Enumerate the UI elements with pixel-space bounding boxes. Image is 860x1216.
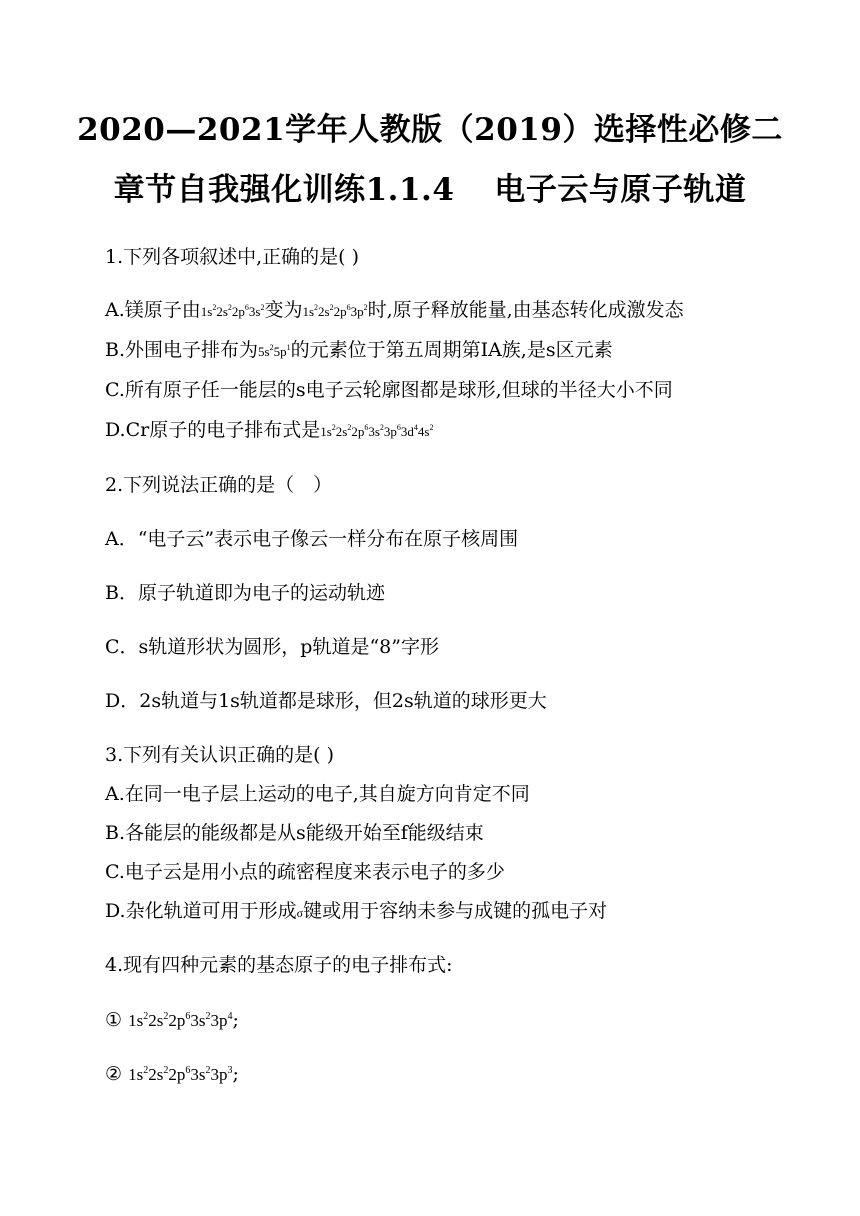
question-1-option-c: C.所有原子任一能层的s电子云轮廓图都是球形,但球的半径大小不同 bbox=[105, 379, 673, 401]
question-3-option-d: D.杂化轨道可用于形成σ键或用于容纳未参与成键的孤电子对 bbox=[105, 900, 608, 922]
section-topic: 电子云与原子轨道 bbox=[494, 172, 747, 208]
electron-config: $1s^22s^22p^63s^23p^63d^44s^2$ bbox=[320, 423, 434, 439]
electron-config: $5s^25p^1$ bbox=[258, 343, 291, 359]
document-title-line-2 bbox=[0, 164, 860, 209]
question-1-option-d: D.Cr原子的电子排布式是$1s^22s^22p^63s^23p^63d^44s^2$ bbox=[105, 419, 434, 441]
electron-config: $1s^22s^22p^63p^2$ bbox=[302, 303, 368, 319]
question-1-option-a: A.镁原子由$1s^22s^22p^63s^2$变为$1s^22s^22p^63p^2$时,原子释放能量,由基态转化成激发态 bbox=[105, 299, 684, 321]
question-3-option-c: C.电子云是用小点的疏密程度来表示电子的多少 bbox=[105, 861, 505, 883]
electron-config: $1s^22s^22p^63s^23p^4$ bbox=[128, 1011, 233, 1030]
sigma-symbol: σ bbox=[296, 906, 304, 920]
question-2-option-a: A．“电子云”表示电子像云一样分布在原子核周围 bbox=[105, 528, 519, 550]
electron-config: $1s^22s^22p^63s^23p^3$ bbox=[128, 1065, 233, 1084]
question-1-option-b: B.外围电子排布为$5s^25p^1$的元素位于第五周期第IA族,是s区元素 bbox=[105, 339, 613, 361]
question-2-option-b: B．原子轨道即为电子的运动轨迹 bbox=[105, 582, 385, 604]
question-2-option-d: D．2s轨道与1s轨道都是球形，但2s轨道的球形更大 bbox=[105, 690, 547, 712]
document-title-line-1: 2020—2021学年人教版（2019）选择性必修二 bbox=[77, 112, 783, 148]
question-2-option-c: C．s轨道形状为圆形，p轨道是“8”字形 bbox=[105, 636, 439, 658]
question-3-stem: 3.下列有关认识正确的是( ) bbox=[105, 744, 334, 766]
question-3-option-b: B.各能层的能级都是从s能级开始至f能级结束 bbox=[105, 822, 484, 844]
question-3-option-a: A.在同一电子层上运动的电子,其自旋方向肯定不同 bbox=[105, 783, 530, 805]
section-number: 章节自我强化训练1.1.4 bbox=[113, 172, 455, 208]
question-1-stem: 1.下列各项叙述中,正确的是( ) bbox=[105, 246, 360, 268]
question-4-stem: 4.现有四种元素的基态原子的电子排布式: bbox=[105, 954, 453, 976]
question-4-item-2: ② $1s^22s^22p^63s^23p^3$; bbox=[105, 1063, 239, 1085]
question-2-stem: 2.下列说法正确的是（ ） bbox=[105, 474, 333, 496]
question-4-item-1: ① $1s^22s^22p^63s^23p^4$; bbox=[105, 1009, 239, 1031]
electron-config: $1s^22s^22p^63s^2$ bbox=[200, 303, 265, 319]
